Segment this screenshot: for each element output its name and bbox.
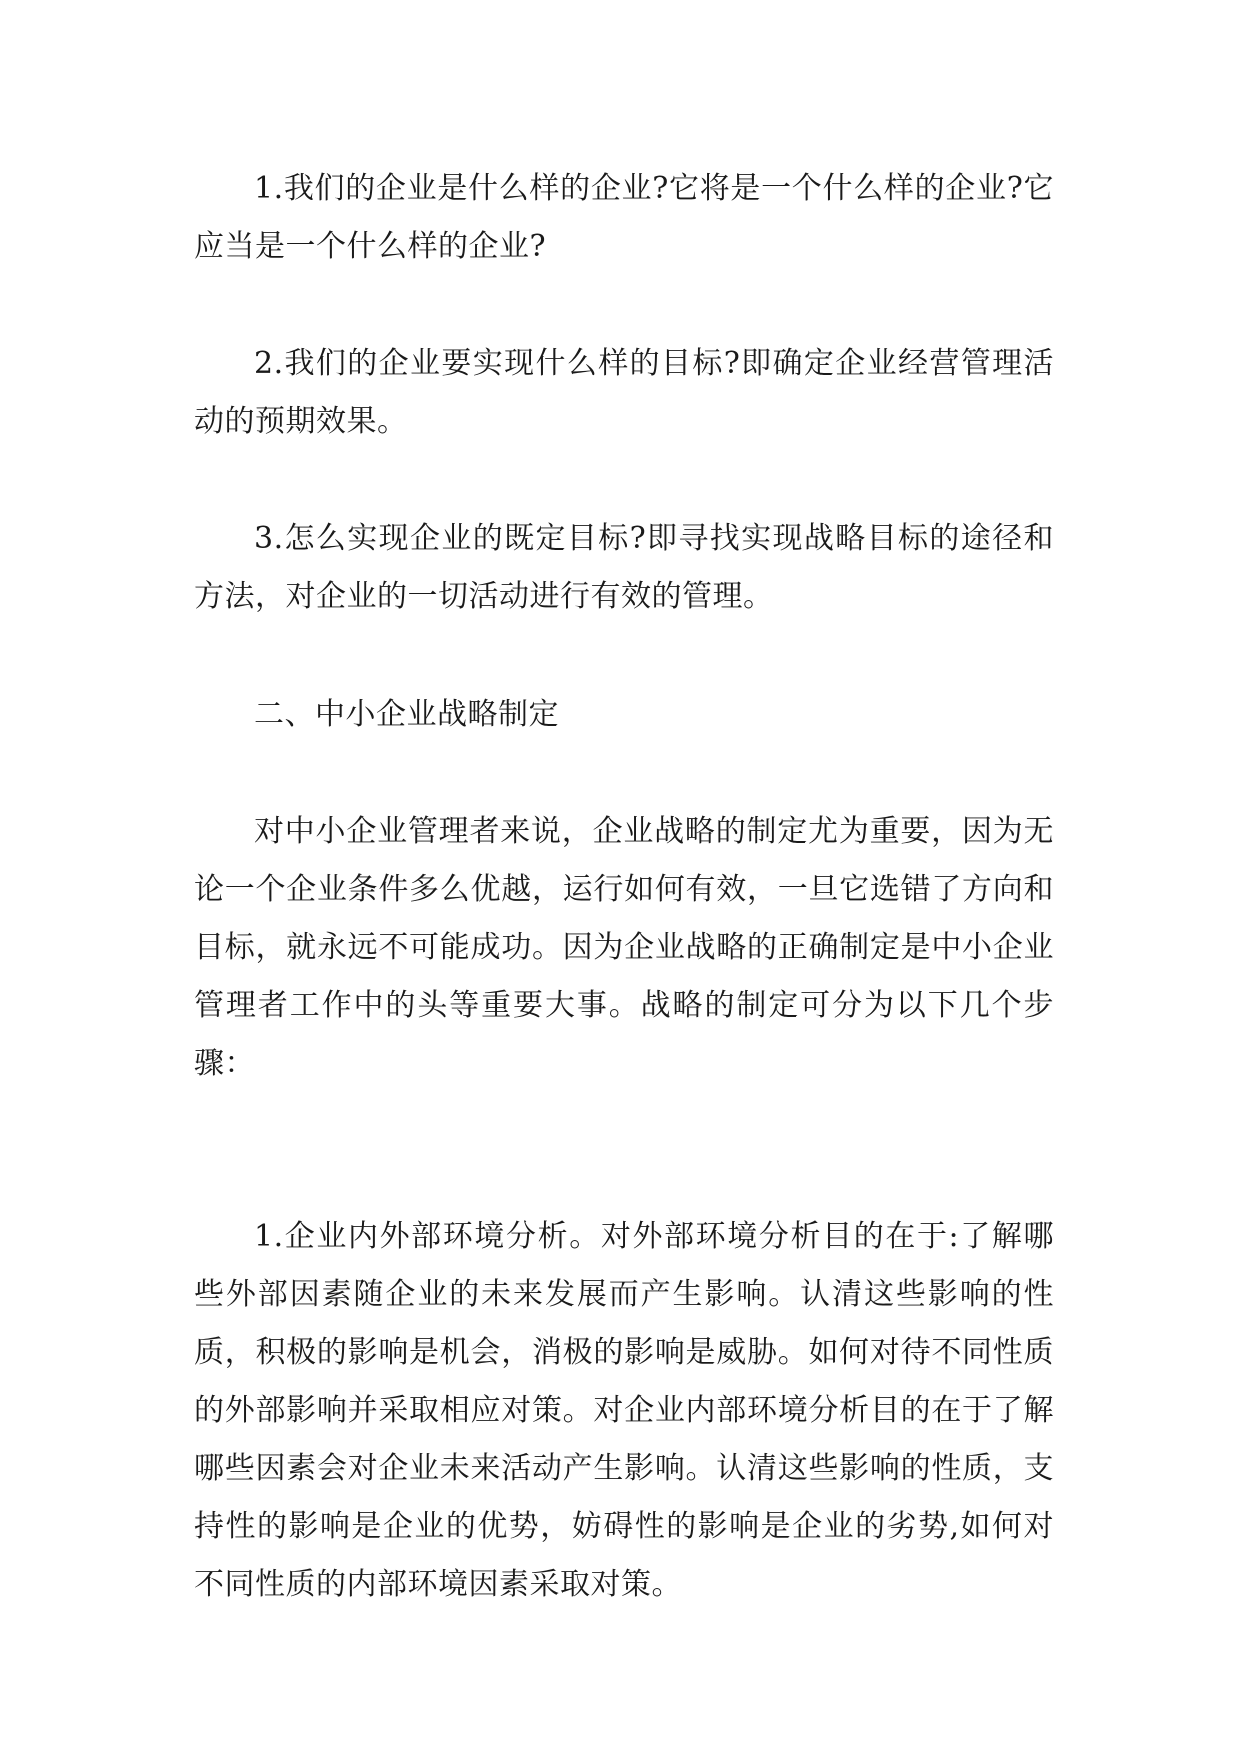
paragraph-step-1: 1.企业内外部环境分析。对外部环境分析目的在于:了解哪些外部因素随企业的未来发展而产生影响。认清这些影响的性质，积极的影响是机会，消极的影响是威胁。如何对待不同性质的外部影响并采取相应对策。对企业内部环境分析目的在于了解哪些因素会对企业未来活动产生影响。认清这些影响的性质，支持性的影响是企业的优势，妨碍性的影响是企业的劣势,如何对不同性质的内部环境因素采取对策。	[194, 1219, 1054, 1602]
paragraph-question-1: 1.我们的企业是什么样的企业?它将是一个什么样的企业?它应当是一个什么样的企业?	[194, 171, 1054, 264]
section-heading: 二、中小企业战略制定	[254, 697, 559, 732]
paragraph-question-2: 2.我们的企业要实现什么样的目标?即确定企业经营管理活动的预期效果。	[194, 346, 1054, 439]
paragraph-intro: 对中小企业管理者来说，企业战略的制定尤为重要，因为无论一个企业条件多么优越，运行如何有效，一旦它选错了方向和目标，就永远不可能成功。因为企业战略的正确制定是中小企业管理者工作中的头等重要大事。战略的制定可分为以下几个步骤：	[194, 814, 1054, 1081]
paragraph-question-3: 3.怎么实现企业的既定目标?即寻找实现战略目标的途径和方法，对企业的一切活动进行有效的管理。	[194, 521, 1054, 614]
